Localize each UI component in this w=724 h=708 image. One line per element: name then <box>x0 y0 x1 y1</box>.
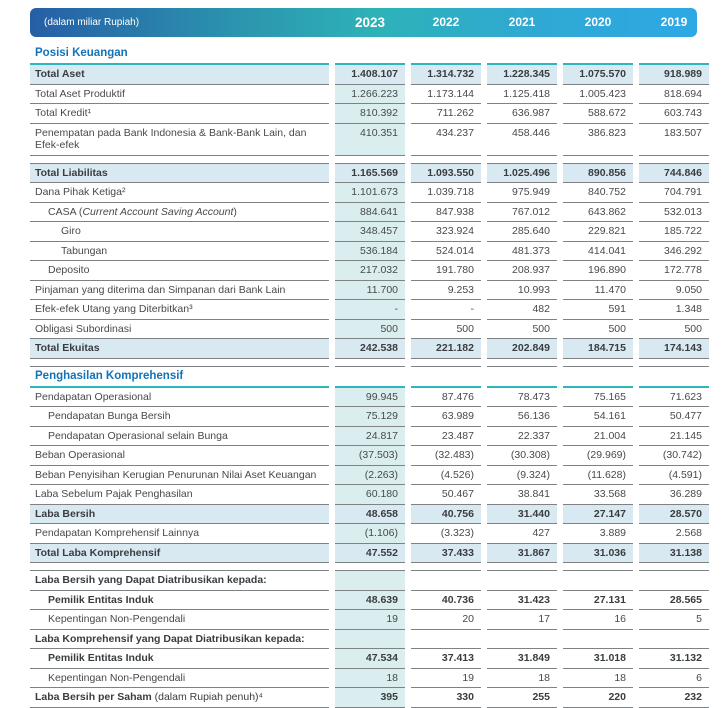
value-cell <box>335 563 405 571</box>
row-label: Pendapatan Komprehensif Lainnya <box>30 524 329 544</box>
table-row <box>30 610 710 630</box>
row-label: Obligasi Subordinasi <box>30 320 329 340</box>
table-row <box>30 104 710 124</box>
value-cell: 500 <box>639 320 709 340</box>
row-label: Dana Pihak Ketiga² <box>30 183 329 203</box>
value-cell: 532.013 <box>639 203 709 223</box>
row-label: Total Ekuitas <box>30 339 329 359</box>
value-cell <box>563 630 633 650</box>
value-cell: 16 <box>563 610 633 630</box>
table-row <box>30 446 710 466</box>
value-cell <box>639 359 709 367</box>
table-row <box>30 339 710 359</box>
value-cell: 37.413 <box>411 649 481 669</box>
row-label <box>30 563 329 571</box>
value-cell: 36.289 <box>639 485 709 505</box>
section-title: Penghasilan Komprehensif <box>30 367 329 388</box>
value-cell <box>335 44 405 65</box>
value-cell: (9.324) <box>487 466 557 486</box>
row-label-part: CASA ( <box>48 205 83 218</box>
table-row <box>30 669 710 689</box>
value-cell: 31.440 <box>487 505 557 525</box>
value-cell: 346.292 <box>639 242 709 262</box>
value-cell: (4.526) <box>411 466 481 486</box>
value-cell: 21.004 <box>563 427 633 447</box>
value-cell: (30.308) <box>487 446 557 466</box>
value-cell: 242.538 <box>335 339 405 359</box>
section-header-row <box>30 44 710 65</box>
value-cell: (32.483) <box>411 446 481 466</box>
value-cell: (1.106) <box>335 524 405 544</box>
row-label: Laba Komprehensif yang Dapat Diatribusikan kepada: <box>30 630 329 650</box>
row-label <box>30 203 329 223</box>
value-cell: (3.323) <box>411 524 481 544</box>
row-label-part: Laba Bersih per Saham <box>35 691 152 703</box>
table-row <box>30 505 710 525</box>
table-row <box>30 320 710 340</box>
value-cell: 232 <box>639 688 709 708</box>
row-label: Pendapatan Bunga Bersih <box>30 407 329 427</box>
row-label: Kepentingan Non-Pengendali <box>30 669 329 689</box>
value-cell: 208.937 <box>487 261 557 281</box>
value-cell: 500 <box>487 320 557 340</box>
financial-table <box>30 44 710 708</box>
row-label: Giro <box>30 222 329 242</box>
row-label-part: ) <box>233 205 237 218</box>
value-cell: 500 <box>335 320 405 340</box>
row-label: Laba Sebelum Pajak Penghasilan <box>30 485 329 505</box>
table-row <box>30 222 710 242</box>
value-cell <box>335 367 405 388</box>
value-cell: 37.433 <box>411 544 481 564</box>
value-cell: 500 <box>411 320 481 340</box>
table-row <box>30 65 710 85</box>
table-row <box>30 300 710 320</box>
value-cell: 99.945 <box>335 388 405 408</box>
value-cell: 18 <box>563 669 633 689</box>
table-row <box>30 466 710 486</box>
value-cell: 220 <box>563 688 633 708</box>
value-cell: 643.862 <box>563 203 633 223</box>
value-cell: 884.641 <box>335 203 405 223</box>
table-row <box>30 85 710 105</box>
table-row <box>30 524 710 544</box>
value-cell: 1.266.223 <box>335 85 405 105</box>
value-cell <box>639 156 709 164</box>
row-label <box>30 156 329 164</box>
value-cell: 744.846 <box>639 164 709 184</box>
row-label: Efek-efek Utang yang Diterbitkan³ <box>30 300 329 320</box>
value-cell: 183.507 <box>639 124 709 156</box>
value-cell: 28.565 <box>639 591 709 611</box>
value-cell: - <box>411 300 481 320</box>
value-cell <box>411 156 481 164</box>
value-cell: 704.791 <box>639 183 709 203</box>
value-cell: 285.640 <box>487 222 557 242</box>
value-cell <box>487 359 557 367</box>
table-row <box>30 544 710 564</box>
value-cell <box>487 156 557 164</box>
value-cell: 1.228.345 <box>487 65 557 85</box>
unit-label: (dalam miliar Rupiah) <box>44 17 140 28</box>
value-cell <box>563 156 633 164</box>
divider-row <box>30 156 710 164</box>
value-cell <box>563 571 633 591</box>
value-cell: 847.938 <box>411 203 481 223</box>
value-cell <box>487 571 557 591</box>
table-row <box>30 388 710 408</box>
row-label: Laba Bersih <box>30 505 329 525</box>
value-cell: (29.969) <box>563 446 633 466</box>
value-cell: 10.993 <box>487 281 557 301</box>
value-cell: 434.237 <box>411 124 481 156</box>
value-cell: (11.628) <box>563 466 633 486</box>
value-cell: 524.014 <box>411 242 481 262</box>
row-label: Pendapatan Operasional selain Bunga <box>30 427 329 447</box>
value-cell: 185.722 <box>639 222 709 242</box>
value-cell: 27.147 <box>563 505 633 525</box>
value-cell: 500 <box>563 320 633 340</box>
value-cell: 1.093.550 <box>411 164 481 184</box>
value-cell: 229.821 <box>563 222 633 242</box>
row-label: Total Aset <box>30 65 329 85</box>
value-cell: 50.477 <box>639 407 709 427</box>
value-cell: 40.736 <box>411 591 481 611</box>
table-row <box>30 688 710 708</box>
value-cell: 427 <box>487 524 557 544</box>
value-cell: 1.408.107 <box>335 65 405 85</box>
value-cell: 56.136 <box>487 407 557 427</box>
value-cell: 38.841 <box>487 485 557 505</box>
row-label-part: Current Account Saving Account <box>82 205 234 218</box>
value-cell: 1.348 <box>639 300 709 320</box>
value-cell: 6 <box>639 669 709 689</box>
table-row <box>30 203 710 223</box>
value-cell: 591 <box>563 300 633 320</box>
value-cell: 75.129 <box>335 407 405 427</box>
value-cell: 31.132 <box>639 649 709 669</box>
value-cell: 458.446 <box>487 124 557 156</box>
value-cell <box>335 359 405 367</box>
row-label: Deposito <box>30 261 329 281</box>
value-cell: 47.534 <box>335 649 405 669</box>
section-title: Posisi Keuangan <box>30 44 329 65</box>
value-cell: 221.182 <box>411 339 481 359</box>
value-cell: 918.989 <box>639 65 709 85</box>
value-cell: 19 <box>411 669 481 689</box>
value-cell: 810.392 <box>335 104 405 124</box>
value-cell: 330 <box>411 688 481 708</box>
value-cell: 5 <box>639 610 709 630</box>
row-label: Total Laba Komprehensif <box>30 544 329 564</box>
table-row <box>30 571 710 591</box>
value-cell: 21.145 <box>639 427 709 447</box>
table-row <box>30 242 710 262</box>
row-label: Total Kredit¹ <box>30 104 329 124</box>
row-label: Total Aset Produktif <box>30 85 329 105</box>
value-cell <box>563 563 633 571</box>
value-cell: 395 <box>335 688 405 708</box>
value-cell <box>639 563 709 571</box>
value-cell <box>411 563 481 571</box>
row-label: Pemilik Entitas Induk <box>30 649 329 669</box>
value-cell <box>639 44 709 65</box>
value-cell: 1.025.496 <box>487 164 557 184</box>
value-cell: 3.889 <box>563 524 633 544</box>
row-label-part: (dalam Rupiah penuh)⁴ <box>151 691 264 703</box>
value-cell: 18 <box>335 669 405 689</box>
value-cell: 414.041 <box>563 242 633 262</box>
value-cell: 840.752 <box>563 183 633 203</box>
value-cell: - <box>335 300 405 320</box>
value-cell: 24.817 <box>335 427 405 447</box>
table-row <box>30 485 710 505</box>
value-cell: 172.778 <box>639 261 709 281</box>
value-cell <box>411 44 481 65</box>
value-cell <box>563 367 633 388</box>
row-label <box>30 359 329 367</box>
value-cell: 31.423 <box>487 591 557 611</box>
row-label: Kepentingan Non-Pengendali <box>30 610 329 630</box>
value-cell: 63.989 <box>411 407 481 427</box>
table-row <box>30 183 710 203</box>
value-cell: 48.639 <box>335 591 405 611</box>
value-cell: 255 <box>487 688 557 708</box>
table-row <box>30 261 710 281</box>
table-header-bar <box>30 8 697 37</box>
table-row <box>30 630 710 650</box>
value-cell: 767.012 <box>487 203 557 223</box>
value-cell: 975.949 <box>487 183 557 203</box>
value-cell: 2.568 <box>639 524 709 544</box>
value-cell: 202.849 <box>487 339 557 359</box>
year-header-2019: 2019 <box>660 15 688 29</box>
value-cell: 603.743 <box>639 104 709 124</box>
value-cell <box>411 571 481 591</box>
value-cell: 19 <box>335 610 405 630</box>
value-cell: 636.987 <box>487 104 557 124</box>
value-cell: 323.924 <box>411 222 481 242</box>
value-cell: 1.075.570 <box>563 65 633 85</box>
value-cell: 18 <box>487 669 557 689</box>
row-label: Beban Penyisihan Kerugian Penurunan Nilai Aset Keuangan <box>30 466 329 486</box>
year-header-2022: 2022 <box>432 15 460 29</box>
value-cell <box>411 359 481 367</box>
table-row <box>30 407 710 427</box>
value-cell: 174.143 <box>639 339 709 359</box>
value-cell: 87.476 <box>411 388 481 408</box>
value-cell: 481.373 <box>487 242 557 262</box>
value-cell: 47.552 <box>335 544 405 564</box>
table-row <box>30 649 710 669</box>
value-cell: 196.890 <box>563 261 633 281</box>
row-label: Total Liabilitas <box>30 164 329 184</box>
value-cell: 75.165 <box>563 388 633 408</box>
value-cell: 40.756 <box>411 505 481 525</box>
section-header-row <box>30 367 710 388</box>
value-cell <box>487 367 557 388</box>
year-header-2020: 2020 <box>584 15 612 29</box>
value-cell <box>335 571 405 591</box>
value-cell: 31.849 <box>487 649 557 669</box>
value-cell: 410.351 <box>335 124 405 156</box>
value-cell: 31.018 <box>563 649 633 669</box>
value-cell: (4.591) <box>639 466 709 486</box>
value-cell: 818.694 <box>639 85 709 105</box>
value-cell: (2.263) <box>335 466 405 486</box>
value-cell: 27.131 <box>563 591 633 611</box>
value-cell <box>487 563 557 571</box>
value-cell <box>563 44 633 65</box>
value-cell: 78.473 <box>487 388 557 408</box>
row-label: Pendapatan Operasional <box>30 388 329 408</box>
table-row <box>30 427 710 447</box>
value-cell: 31.036 <box>563 544 633 564</box>
value-cell <box>335 630 405 650</box>
value-cell: 50.467 <box>411 485 481 505</box>
value-cell: 31.867 <box>487 544 557 564</box>
value-cell <box>639 630 709 650</box>
value-cell <box>487 630 557 650</box>
value-cell <box>487 44 557 65</box>
value-cell: 890.856 <box>563 164 633 184</box>
value-cell: 48.658 <box>335 505 405 525</box>
value-cell: 60.180 <box>335 485 405 505</box>
value-cell: 33.568 <box>563 485 633 505</box>
divider-row <box>30 563 710 571</box>
value-cell: 1.165.569 <box>335 164 405 184</box>
row-label: Pinjaman yang diterima dan Simpanan dari Bank Lain <box>30 281 329 301</box>
value-cell: 1.173.144 <box>411 85 481 105</box>
row-label: Laba Bersih yang Dapat Diatribusikan kepada: <box>30 571 329 591</box>
value-cell: 482 <box>487 300 557 320</box>
table-row <box>30 281 710 301</box>
value-cell: 1.101.673 <box>335 183 405 203</box>
value-cell: 71.623 <box>639 388 709 408</box>
value-cell: 54.161 <box>563 407 633 427</box>
value-cell <box>411 367 481 388</box>
value-cell: 1.005.423 <box>563 85 633 105</box>
value-cell: 11.470 <box>563 281 633 301</box>
value-cell: 28.570 <box>639 505 709 525</box>
year-header-2021: 2021 <box>508 15 536 29</box>
value-cell: 23.487 <box>411 427 481 447</box>
row-label: Beban Operasional <box>30 446 329 466</box>
value-cell: 386.823 <box>563 124 633 156</box>
value-cell <box>639 571 709 591</box>
value-cell: 191.780 <box>411 261 481 281</box>
value-cell: 9.253 <box>411 281 481 301</box>
value-cell: 588.672 <box>563 104 633 124</box>
table-row <box>30 164 710 184</box>
value-cell: 1.039.718 <box>411 183 481 203</box>
value-cell: 17 <box>487 610 557 630</box>
value-cell <box>411 630 481 650</box>
value-cell: 711.262 <box>411 104 481 124</box>
row-label: Penempatan pada Bank Indonesia & Bank-Bank Lain, dan Efek-efek <box>30 124 329 156</box>
value-cell: 20 <box>411 610 481 630</box>
value-cell: (37.503) <box>335 446 405 466</box>
value-cell <box>639 367 709 388</box>
value-cell: (30.742) <box>639 446 709 466</box>
value-cell: 31.138 <box>639 544 709 564</box>
value-cell: 11.700 <box>335 281 405 301</box>
table-row <box>30 124 710 156</box>
divider-row <box>30 359 710 367</box>
value-cell: 22.337 <box>487 427 557 447</box>
value-cell <box>335 156 405 164</box>
value-cell: 536.184 <box>335 242 405 262</box>
value-cell: 1.314.732 <box>411 65 481 85</box>
value-cell: 1.125.418 <box>487 85 557 105</box>
value-cell: 217.032 <box>335 261 405 281</box>
row-label: Pemilik Entitas Induk <box>30 591 329 611</box>
row-label <box>30 688 329 708</box>
year-header-2023: 2023 <box>354 15 386 30</box>
value-cell <box>563 359 633 367</box>
row-label: Tabungan <box>30 242 329 262</box>
value-cell: 9.050 <box>639 281 709 301</box>
value-cell: 184.715 <box>563 339 633 359</box>
value-cell: 348.457 <box>335 222 405 242</box>
table-row <box>30 591 710 611</box>
